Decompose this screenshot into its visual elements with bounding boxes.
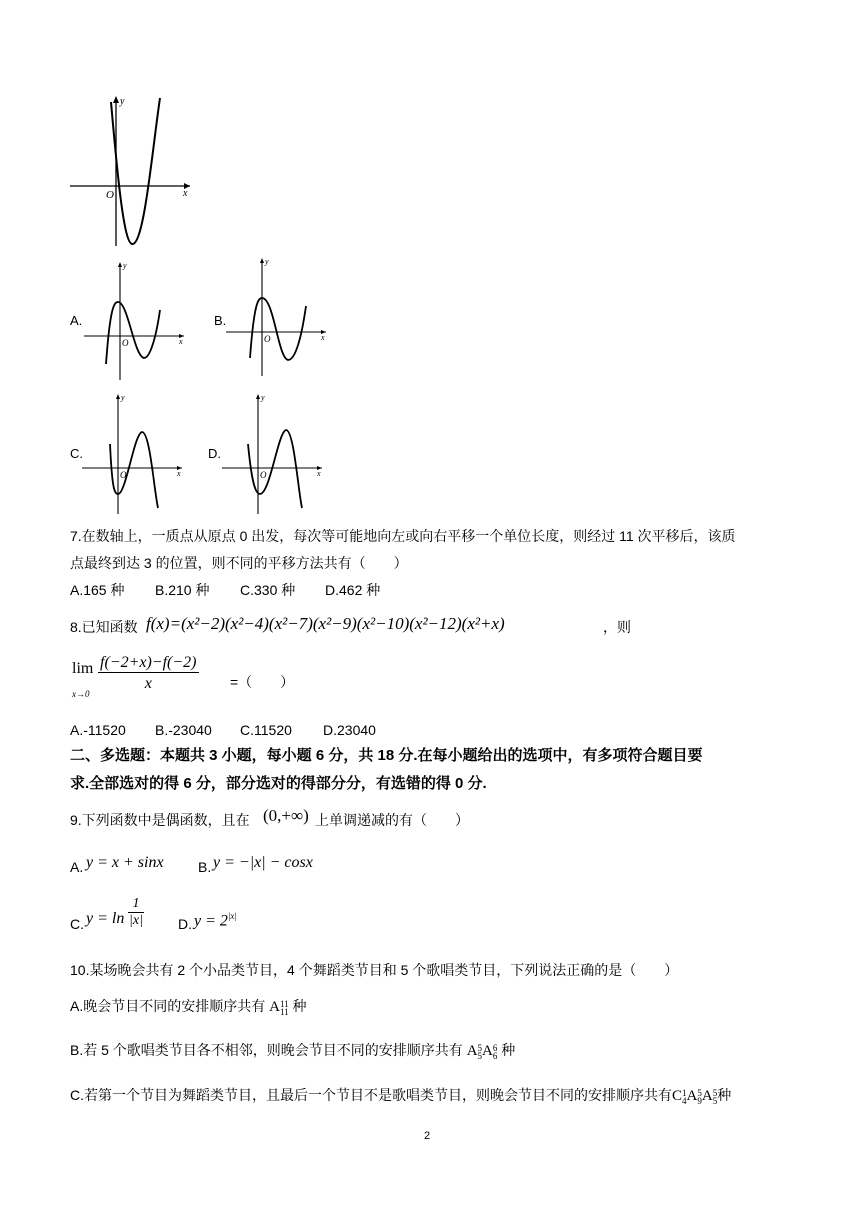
q10-option-c-post: 种: [717, 1087, 732, 1103]
q10-option-b-pre: B.若 5 个歌唱类节目各不相邻，则晚会节目不同的安排顺序共有: [70, 1042, 463, 1058]
option-c-y-label: y: [121, 393, 125, 402]
q10-c-sub1: 4: [682, 1095, 687, 1106]
q9-suffix: 上单调递减的有（ ）: [315, 812, 469, 828]
section2-line2: 求.全部选对的得 6 分，部分选对的得部分分，有选错的得 0 分.: [70, 775, 487, 792]
option-a-y-label: y: [123, 261, 127, 270]
q10-a-sub: 11: [279, 1006, 289, 1017]
q10-b-symbol2: A: [482, 1043, 493, 1059]
section2-line1: 二、多选题：本题共 3 小题，每小题 6 分，共 18 分.在每小题给出的选项中，有多项符合题目要: [70, 747, 703, 764]
q10-c-symbol3: A: [701, 1088, 713, 1104]
main-y-label: y: [120, 96, 125, 107]
q9-option-c-den: |x|: [129, 913, 143, 928]
q8-fraction: [98, 654, 199, 693]
q7-option-c: C.330 种: [240, 582, 296, 598]
q9-interval: (0,+∞): [263, 806, 309, 825]
q10-b-sup1: 5: [477, 1042, 483, 1053]
q8-suffix: ，则: [603, 619, 631, 635]
q10-c-sub3: 5: [712, 1095, 718, 1106]
q10-option-c-pre: C.若第一个节目为舞蹈类节目，且最后一个节目不是歌唱类节目，则晚会节目不同的安排顺序共有: [70, 1087, 672, 1103]
q8-option-b: B.-23040: [155, 722, 212, 738]
option-d-x-label: x: [317, 469, 321, 478]
q8-option-d: D.23040: [323, 722, 376, 738]
q9-option-d-exp: |x|: [227, 911, 237, 921]
q7-option-b: B.210 种: [155, 582, 210, 598]
q8-lim-sub: x→0: [72, 689, 90, 699]
q10-b-sup2: 6: [492, 1042, 498, 1053]
q8-equals: =（ ）: [230, 674, 295, 690]
q9-option-d-base: y = 2: [194, 912, 228, 930]
graph-option-c: [78, 390, 188, 518]
graph-option-a: [80, 258, 190, 384]
q10-stem: 10.某场晚会共有 2 个小品类节目，4 个舞蹈类节目和 5 个歌唱类节目，下列说法正确的是（ ）: [70, 962, 679, 978]
q9-option-c-fraction: [128, 896, 144, 929]
main-origin: O: [106, 189, 114, 201]
graph-option-b-label: B.: [214, 313, 227, 328]
q9-prefix: 9.下列函数中是偶函数，且在: [70, 812, 250, 828]
q9-option-a-expr: y = x + sinx: [86, 854, 164, 871]
graph-option-d: [218, 390, 328, 518]
graph-option-c-label: C.: [70, 446, 83, 461]
option-c-origin: O: [120, 470, 127, 480]
q10-option-a-pre: A.晚会节目不同的安排顺序共有: [70, 998, 266, 1014]
q10-b-symbol1: A: [466, 1043, 478, 1059]
q9-option-a-label: A.: [70, 859, 84, 875]
q10-option-c-perm: [672, 1088, 717, 1104]
option-b-y-label: y: [265, 257, 269, 266]
q10-c-sub2: 9: [697, 1095, 702, 1106]
graph-option-d-label: D.: [208, 446, 221, 461]
option-b-origin: O: [264, 334, 271, 344]
q9-option-c-pre: y = ln: [86, 910, 125, 927]
page-number: 2: [424, 1130, 431, 1142]
main-graph: [66, 92, 196, 252]
q10-option-c: [70, 1085, 731, 1106]
option-d-y-label: y: [261, 393, 265, 402]
q8-function: f(x)=(x²−2)(x²−4)(x²−7)(x²−9)(x²−10)(x²−12)(x²+x): [146, 614, 505, 633]
q10-c-symbol1: C: [672, 1088, 683, 1104]
q7-option-a: A.165 种: [70, 582, 125, 598]
q8-option-a: A.-11520: [70, 722, 126, 738]
q10-a-symbol: A: [269, 999, 280, 1015]
graph-option-a-label: A.: [70, 313, 83, 328]
q9-option-d-expr: [194, 911, 237, 930]
option-c-x-label: x: [177, 469, 181, 478]
main-x-label: x: [183, 188, 188, 199]
q10-a-sup: 11: [279, 998, 289, 1009]
q10-c-sup2: 5: [697, 1087, 702, 1098]
q8-prefix: 8.已知函数: [70, 619, 138, 635]
q7-line1: 7.在数轴上，一质点从原点 0 出发，每次等可能地向左或向右平移一个单位长度，则经过 11 次平移后，该质: [70, 528, 736, 544]
q10-c-symbol2: A: [686, 1088, 698, 1104]
q9-option-b-label: B.: [198, 859, 212, 875]
option-d-origin: O: [260, 470, 267, 480]
graph-option-b: [222, 254, 332, 380]
option-b-x-label: x: [321, 333, 325, 342]
q7-line2: 点最终到达 3 的位置，则不同的平移方法共有（ ）: [70, 555, 408, 571]
q8-limit: [72, 660, 93, 678]
q7-option-d: D.462 种: [325, 582, 381, 598]
q10-option-b-perm: [467, 1043, 498, 1059]
q8-numerator: f(−2+x)−f(−2): [100, 654, 197, 671]
option-a-origin: O: [122, 338, 129, 348]
q9-option-c-num: 1: [128, 896, 144, 913]
option-a-x-label: x: [179, 337, 183, 346]
q8-denominator: x: [144, 675, 152, 692]
q8-lim-word: lim: [72, 660, 94, 677]
q8-option-c: C.11520: [240, 722, 292, 738]
q10-option-b-post: 种: [501, 1042, 516, 1058]
q10-b-sub2: 6: [492, 1050, 498, 1061]
q9-option-d-label: D.: [178, 916, 192, 932]
q10-option-a: [70, 996, 307, 1017]
q10-c-sup3: 5: [712, 1087, 718, 1098]
q10-option-a-perm: [269, 999, 289, 1015]
q9-option-c-label: C.: [70, 916, 84, 932]
q10-option-a-post: 种: [292, 998, 307, 1014]
q10-option-b: [70, 1040, 515, 1061]
q10-c-sup1: 1: [682, 1087, 687, 1098]
q9-option-b-expr: y = −|x| − cosx: [213, 854, 313, 871]
q10-b-sub1: 5: [477, 1050, 483, 1061]
